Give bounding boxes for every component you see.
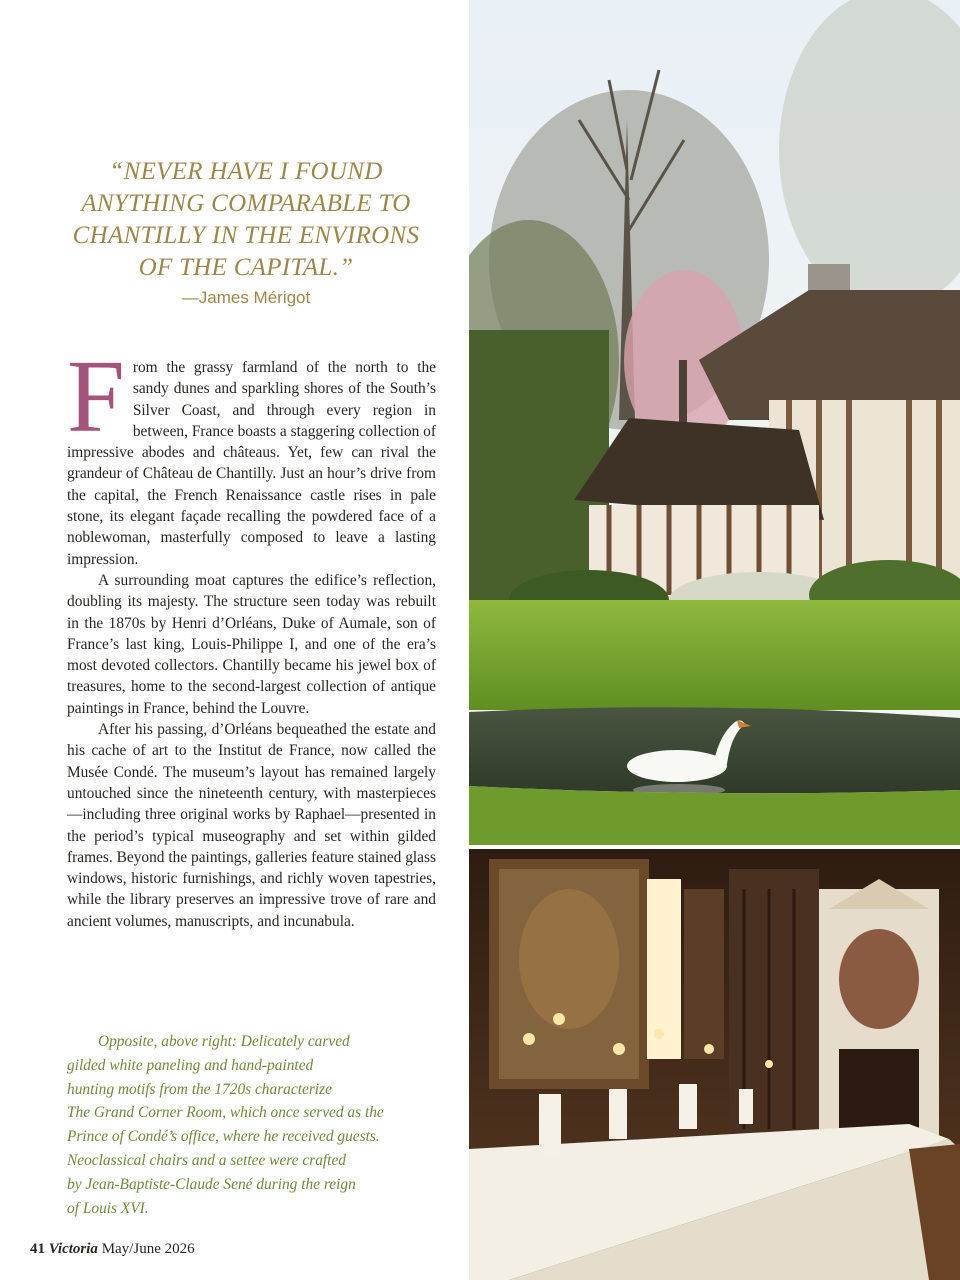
quote-attribution: —James Mérigot <box>181 288 311 307</box>
photo-caption <box>67 1030 447 1220</box>
article-body <box>67 339 436 932</box>
article-paragraph: After his passing, d’Orléans bequeathed the estate and his cache of art to the Institut de France, now called the Musée Condé. The museum’s layout has remained largely untouched since the nineteenth century, with masterpieces—including three original works by Raphael—presented in the period’s typical museography and set within gilded frames. Beyond the paintings, galleries feature stained glass windows, historic furnishings, and richly woven tapestries, while the library preserves an impressive trove of rare and ancient volumes, manuscripts, and incunabula. <box>67 721 436 930</box>
cottage-swan-photo <box>469 0 960 845</box>
drop-cap: F <box>67 339 125 454</box>
caption-line: Prince of Condé’s office, where he received guests. <box>67 1128 380 1146</box>
caption-line: Neoclassical chairs and a settee were crafted <box>67 1151 346 1169</box>
page-footer <box>30 1241 195 1258</box>
text-column <box>0 0 468 1280</box>
caption-line: Opposite, above right: Delicately carved <box>98 1033 350 1050</box>
caption-line: gilded white paneling and hand-painted <box>67 1056 314 1074</box>
caption-line: hunting motifs from the 1720s characterize <box>67 1080 332 1098</box>
pull-quote-line: CHANTILLY IN THE ENVIRONS <box>72 222 420 249</box>
caption-line: by Jean-Baptiste-Claude Sené during the reign <box>67 1175 356 1193</box>
pull-quote-line: OF THE CAPITAL.” <box>138 254 354 281</box>
gallery-interior-photo <box>469 849 960 1280</box>
issue-date: May/June 2026 <box>101 1241 195 1257</box>
pull-quote-line: “NEVER HAVE I FOUND <box>109 158 383 185</box>
pull-quote-line: ANYTHING COMPARABLE TO <box>81 190 411 217</box>
article-paragraph <box>67 339 436 570</box>
page-number: 41 <box>30 1241 45 1257</box>
article-paragraph: A surrounding moat captures the edifice’s reflection, doubling its majesty. The structure seen today was rebuilt in the 1870s by Henri d’Orléans, Duke of Aumale, son of France’s last king, Louis-Philippe I, and one of the era’s most devoted collectors. Chantilly became his jewel box of treasures, home to the second-largest collection of antique paintings in France, behind the Louvre. <box>67 571 436 717</box>
pull-quote <box>40 156 452 284</box>
paragraph-text: rom the grassy farmland of the north to the sandy dunes and sparkling shores of the South’s Silver Coast, and through every region in between, France boasts a staggering collection of impressive abodes and châteaus. Yet, few can rival the grandeur of Château de Chantilly. Just an hour’s drive from the capital, the French Renaissance castle rises in pale stone, its elegant façade recalling the powdered face of a noblewoman, masterfully composed to leave a lasting impression. <box>67 359 436 568</box>
magazine-name: Victoria <box>48 1241 98 1257</box>
caption-line: The Grand Corner Room, which once served as the <box>67 1104 384 1122</box>
caption-line: of Louis XVI. <box>67 1199 149 1217</box>
